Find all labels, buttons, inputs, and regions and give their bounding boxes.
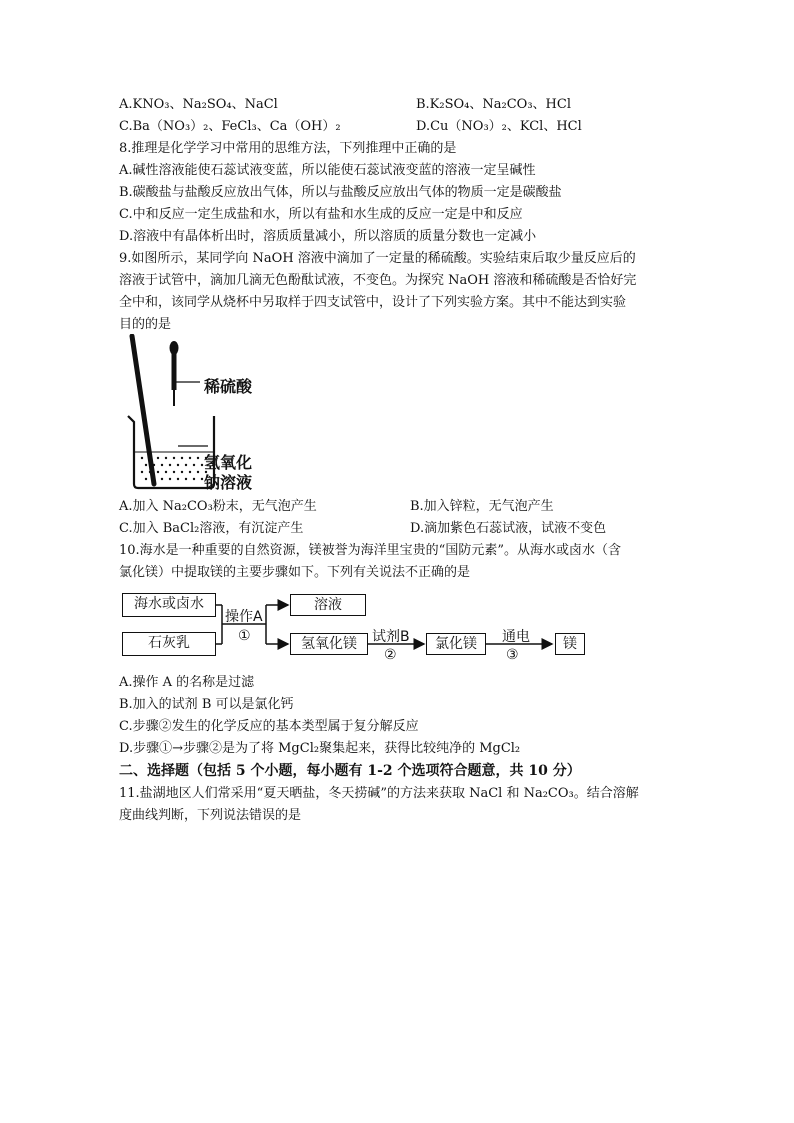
- q10-stem-line-2: 氯化镁）中提取镁的主要步骤如下。下列有关说法不正确的是: [119, 565, 471, 580]
- q10-option-a: A.操作 A 的名称是过滤: [119, 675, 255, 690]
- q8-option-d: D.溶液中有晶体析出时，溶质质量减小，所以溶质的质量分数也一定减小: [119, 229, 537, 244]
- q8-stem: 8.推理是化学学习中常用的思维方法，下列推理中正确的是: [119, 141, 457, 156]
- section-2-heading: 二、选择题（包括 5 个小题，每小题有 1-2 个选项符合题意，共 10 分）: [119, 763, 581, 779]
- q9-stem-line-2: 溶液于试管中，滴加几滴无色酚酞试液，不变色。为探究 NaOH 溶液和稀硫酸是否恰好完: [119, 273, 637, 288]
- box-magnesium-chloride: 氯化镁: [426, 633, 486, 655]
- q7-option-c: C.Ba（NO₃）₂、FeCl₃、Ca（OH）₂: [119, 119, 341, 134]
- q9-option-d: D.滴加紫色石蕊试液，试液不变色: [410, 521, 607, 536]
- q9-stem-line-3: 全中和，该同学从烧杯中另取样于四支试管中，设计了下列实验方案。其中不能达到实验: [119, 295, 627, 310]
- box-magnesium-hydroxide: 氢氧化镁: [290, 633, 368, 655]
- q10-stem-line-1: 10.海水是一种重要的自然资源，镁被誉为海洋里宝贵的“国防元素”。从海水或卤水（含: [119, 543, 621, 558]
- box-lime-milk: 石灰乳: [122, 632, 216, 656]
- label-dilute-sulfuric-acid: 稀硫酸: [204, 377, 253, 396]
- q8-option-b: B.碳酸盐与盐酸反应放出气体，所以与盐酸反应放出气体的物质一定是碳酸盐: [119, 185, 562, 200]
- q9-stem-line-1: 9.如图所示，某同学向 NaOH 溶液中滴加了一定量的稀硫酸。实验结束后取少量反应后的: [119, 251, 636, 266]
- label-operation-a: 操作A: [225, 609, 263, 625]
- label-step-3: ③: [506, 647, 519, 663]
- label-electrify: 通电: [502, 629, 530, 645]
- q10-option-b: B.加入的试剂 B 可以是氯化钙: [119, 697, 294, 712]
- q7-option-b: B.K₂SO₄、Na₂CO₃、HCl: [416, 97, 571, 112]
- label-step-2: ②: [384, 647, 397, 663]
- q10-option-d: D.步骤①→步骤②是为了将 MgCl₂聚集起来，获得比较纯净的 MgCl₂: [119, 741, 521, 756]
- beaker-figure: [118, 334, 298, 494]
- q9-option-b: B.加入锌粒，无气泡产生: [410, 499, 554, 514]
- box-solution: 溶液: [290, 594, 366, 616]
- q9-option-a: A.加入 Na₂CO₃粉末，无气泡产生: [119, 499, 317, 514]
- label-naoh-line-1: 氢氧化: [204, 453, 253, 472]
- q11-stem-line-1: 11.盐湖地区人们常采用“夏天晒盐，冬天捞碱”的方法来获取 NaCl 和 Na₂CO₃。结合溶解: [119, 786, 639, 801]
- magnesium-flow-diagram: [118, 590, 598, 668]
- q7-option-a: A.KNO₃、Na₂SO₄、NaCl: [119, 97, 278, 112]
- q9-stem-line-4: 目的的是: [119, 317, 172, 332]
- q11-stem-line-2: 度曲线判断，下列说法错误的是: [119, 808, 302, 823]
- q10-option-c: C.步骤②发生的化学反应的基本类型属于复分解反应: [119, 719, 419, 734]
- q8-option-c: C.中和反应一定生成盐和水，所以有盐和水生成的反应一定是中和反应: [119, 207, 523, 222]
- label-reagent-b: 试剂B: [372, 629, 410, 645]
- q8-option-a: A.碱性溶液能使石蕊试液变蓝，所以能使石蕊试液变蓝的溶液一定呈碱性: [119, 163, 536, 178]
- q7-option-d: D.Cu（NO₃）₂、KCl、HCl: [416, 119, 582, 134]
- label-step-1: ①: [238, 628, 251, 644]
- q9-option-c: C.加入 BaCl₂溶液，有沉淀产生: [119, 521, 304, 536]
- label-naoh-line-2: 钠溶液: [204, 473, 253, 492]
- box-seawater: 海水或卤水: [122, 593, 216, 617]
- box-magnesium: 镁: [555, 633, 585, 655]
